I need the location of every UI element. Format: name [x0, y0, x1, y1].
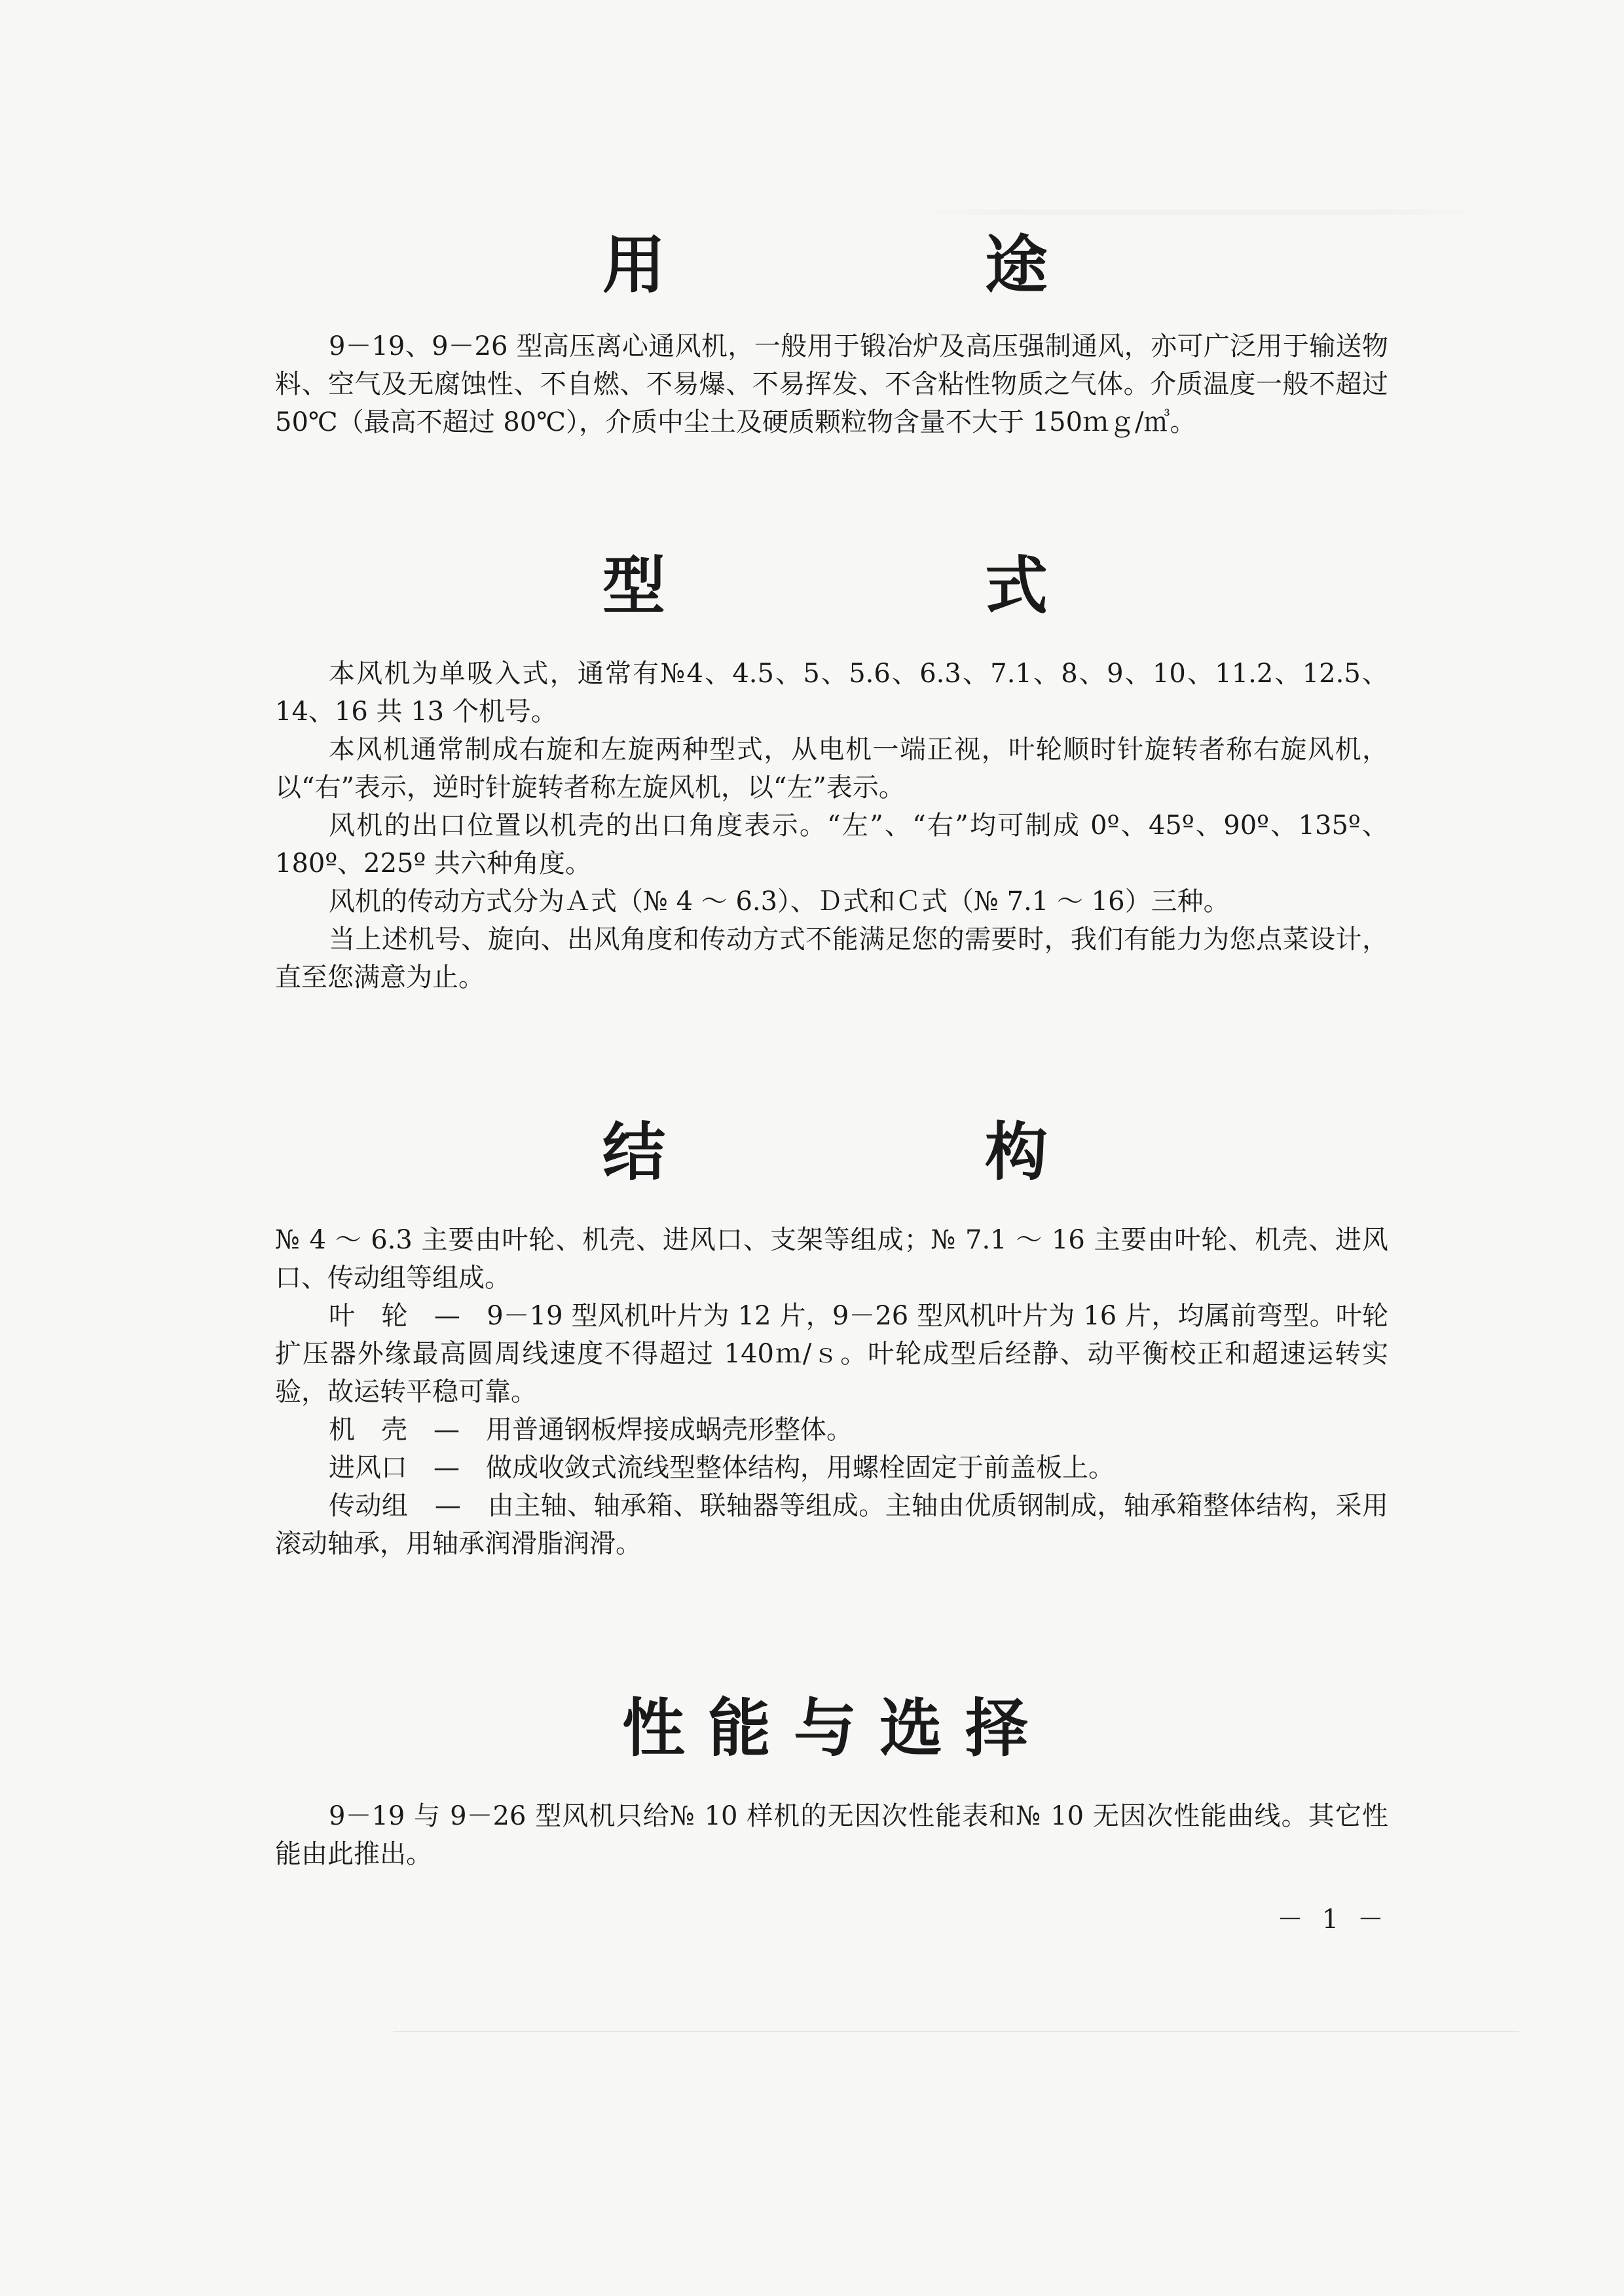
paragraph: 本风机通常制成右旋和左旋两种型式，从电机一端正视，叶轮顺时针旋转者称右旋风机，以“右”表示，逆时针旋转者称左旋风机，以“左”表示。: [275, 735, 1388, 803]
section-heading-structure: [602, 1116, 1048, 1188]
section-body-performance: [275, 1797, 1388, 1873]
heading-char: 途: [985, 228, 1048, 302]
paragraph: 9－19 与 9－26 型风机只给№ 10 样机的无因次性能表和№ 10 无因次性能曲线。其它性能由此推出。: [275, 1801, 1388, 1869]
section-heading-type: [602, 550, 1048, 622]
paragraph: 当上述机号、旋向、出风角度和传动方式不能满足您的需要时，我们有能力为您点菜设计，直至您满意为止。: [275, 924, 1388, 993]
page-number: － 1 －: [1277, 1904, 1389, 1935]
paragraph: 进风口 — 做成收敛式流线型整体结构，用螺栓固定于前盖板上。: [329, 1453, 1115, 1483]
heading-char: 用: [602, 228, 665, 302]
section-body-structure: [275, 1221, 1388, 1563]
bottom-rule: [393, 2031, 1519, 2032]
section-heading-usage: [602, 229, 1048, 301]
paragraph: 9－19、9－26 型高压离心通风机，一般用于锻冶炉及高压强制通风，亦可广泛用于输送物料、空气及无腐蚀性、不自燃、不易爆、不易挥发、不含粘性物质之气体。介质温度一般不超过 50℃（最高不超过 80℃），介质中尘土及硬质颗粒物含量不大于 150ｍｇ/㎥。: [275, 331, 1388, 437]
paragraph: 机 壳 — 用普通钢板焊接成蜗壳形整体。: [329, 1415, 853, 1445]
section-body-type: [275, 655, 1388, 996]
section-heading-performance: [622, 1692, 1028, 1764]
paragraph: 传动组 — 由主轴、轴承箱、联轴器等组成。主轴由优质钢制成，轴承箱整体结构，采用滚动轴承，用轴承润滑脂润滑。: [275, 1491, 1388, 1559]
heading-char: 择: [965, 1691, 1028, 1765]
paragraph: 风机的出口位置以机壳的出口角度表示。“左”、“右”均可制成 0º、45º、90º、135º、180º、225º 共六种角度。: [275, 811, 1388, 879]
paragraph: 本风机为单吸入式，通常有№4、4.5、5、5.6、6.3、7.1、8、9、10、11.2、12.5、14、16 共 13 个机号。: [275, 659, 1388, 727]
heading-char: 与: [794, 1691, 857, 1765]
paragraph: 叶 轮 — 9－19 型风机叶片为 12 片，9－26 型风机叶片为 16 片，均属前弯型。叶轮扩压器外缘最高圆周线速度不得超过 140ｍ/ｓ。叶轮成型后经静、动平衡校正和超速运转实验，故运转平稳可靠。: [275, 1301, 1388, 1407]
paragraph: 风机的传动方式分为Ａ式（№ 4 ～ 6.3）、Ｄ式和Ｃ式（№ 7.1 ～ 16）三种。: [329, 886, 1230, 917]
heading-char: 能: [708, 1691, 771, 1765]
heading-char: 结: [602, 1115, 665, 1189]
heading-char: 式: [985, 549, 1048, 623]
scan-artifact: [904, 210, 1493, 215]
section-body-usage: [275, 327, 1388, 441]
heading-char: 型: [602, 549, 665, 623]
heading-char: 性: [622, 1691, 685, 1765]
paragraph: № 4 ～ 6.3 主要由叶轮、机壳、进风口、支架等组成；№ 7.1 ～ 16 主要由叶轮、机壳、进风口、传动组等组成。: [275, 1225, 1388, 1293]
heading-char: 构: [985, 1115, 1048, 1189]
heading-char: 选: [879, 1691, 942, 1765]
